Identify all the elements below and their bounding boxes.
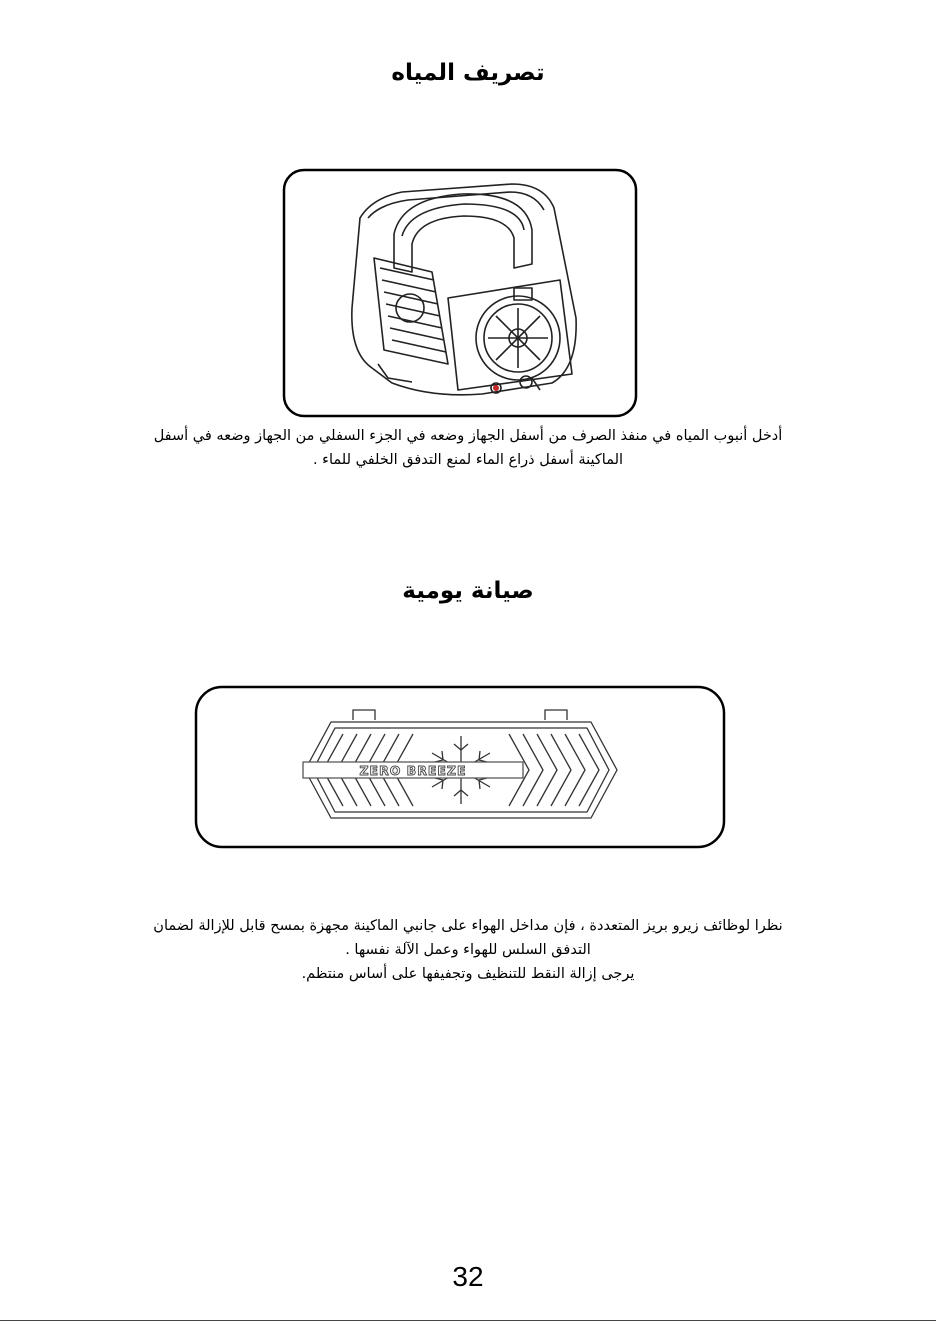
- paragraph-line: نظرا لوظائف زيرو بريز المتعددة ، فإن مداخل الهواء على جانبي الماكينة مجهزة بمسح قابل للإزالة لضمان: [153, 918, 783, 934]
- section-paragraph-water-drainage: [80, 424, 856, 472]
- grille-logo-text: ZERO BREEZE: [359, 763, 467, 778]
- paragraph-line: الماكينة أسفل ذراع الماء لمنع التدفق الخلفي للماء .: [312, 452, 624, 468]
- paragraph-line: يرجى إزالة النقط للتنظيف وتجفيفها على أساس منتظم.: [301, 966, 635, 982]
- paragraph-line: أدخل أنبوب المياه في منفذ الصرف من أسفل الجهاز وضعه في الجزء السفلي من الجهاز وضعه في أسفل: [153, 428, 783, 444]
- section-title-water-drainage: تصريف المياه: [391, 60, 545, 86]
- figure-drain-unit: [282, 168, 638, 418]
- unit-with-drain-port-icon: [282, 168, 638, 418]
- section-title-daily-maintenance: صيانة يومية: [402, 578, 534, 604]
- bottom-divider: [0, 1320, 936, 1321]
- page-number: 32: [452, 1261, 484, 1292]
- paragraph-line: التدفق السلس للهواء وعمل الآلة نفسها .: [345, 942, 591, 958]
- air-intake-filter-grille-icon: [193, 684, 727, 850]
- section-paragraph-daily-maintenance: [80, 914, 856, 986]
- figure-filter-grille: [193, 684, 727, 850]
